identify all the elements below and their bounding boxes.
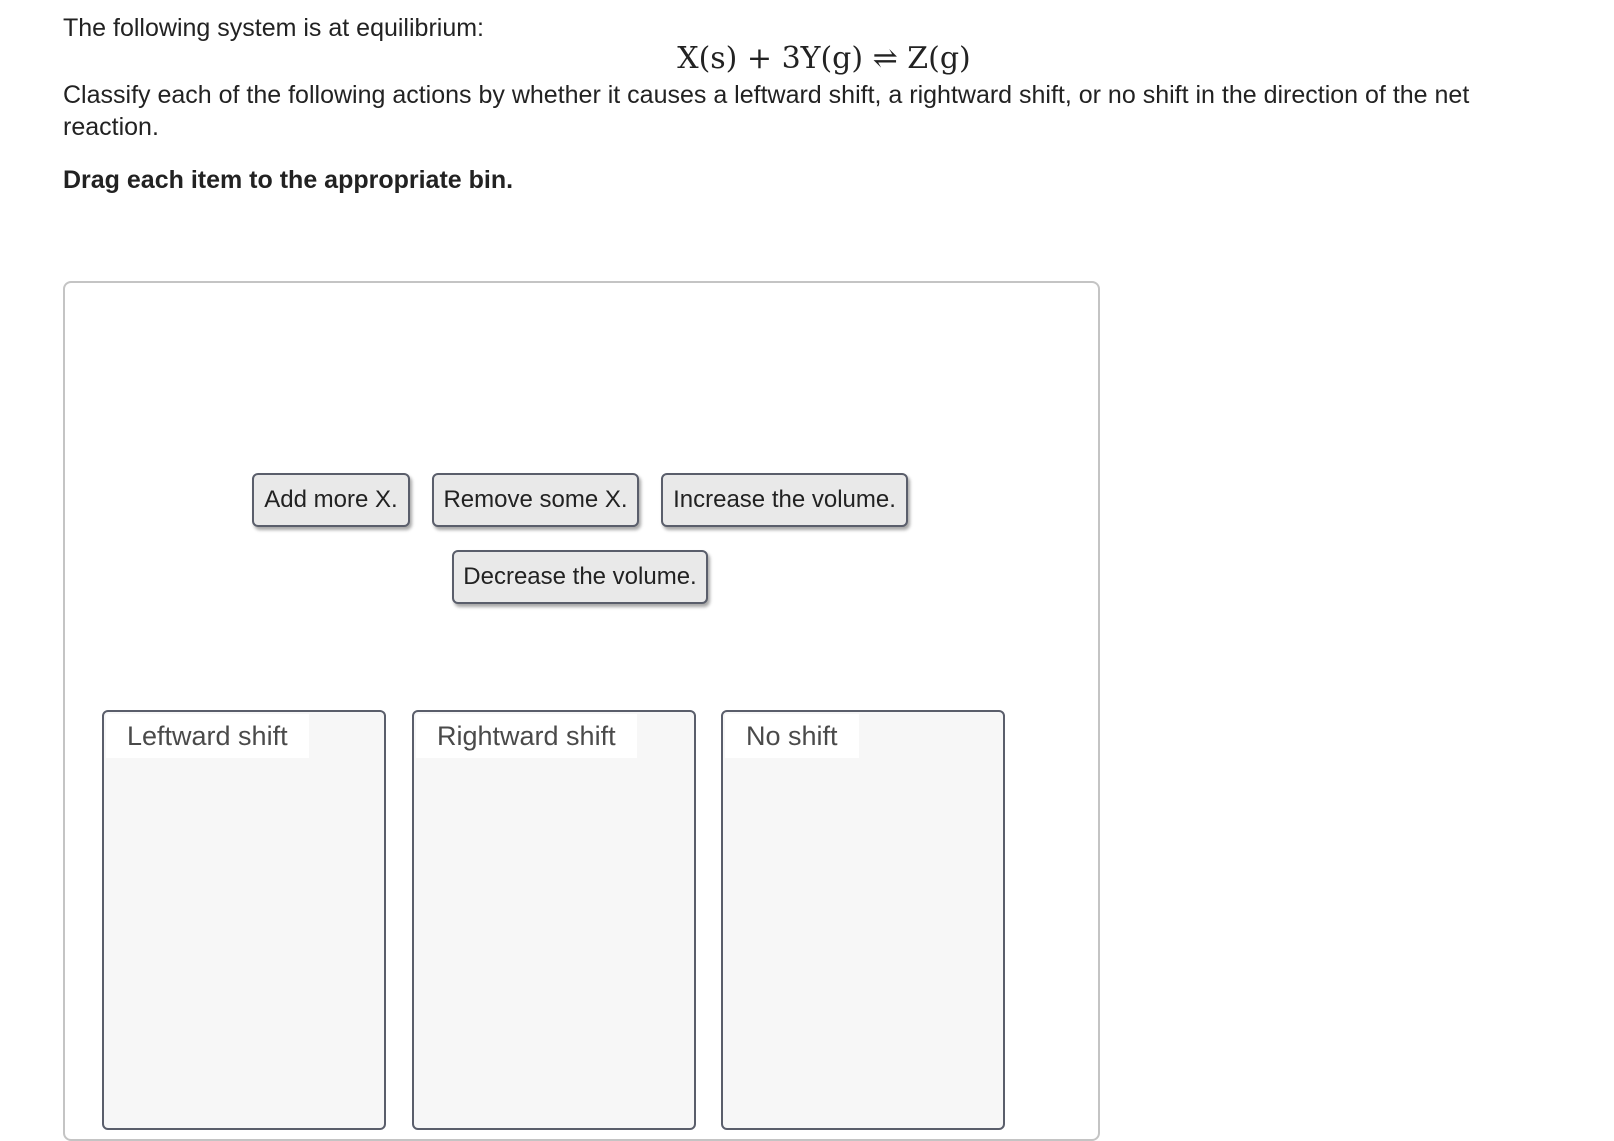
draggable-item-decrease-volume[interactable]: Decrease the volume. bbox=[452, 550, 708, 604]
equilibrium-equation: X(s) + 3Y(g) ⇌ Z(g) bbox=[677, 41, 971, 76]
classify-prompt: Classify each of the following actions by whether it causes a leftward shift, a rightward shift, or no shift in the direction of the net reaction. bbox=[63, 81, 1470, 141]
bin-no-shift[interactable] bbox=[721, 710, 1005, 1130]
bin-label-no-shift: No shift bbox=[725, 714, 859, 758]
draggable-item-increase-volume[interactable]: Increase the volume. bbox=[661, 473, 908, 527]
draggable-item-remove-some-x[interactable]: Remove some X. bbox=[432, 473, 639, 527]
bin-leftward-shift[interactable] bbox=[102, 710, 386, 1130]
draggable-item-add-more-x[interactable]: Add more X. bbox=[252, 473, 410, 527]
bin-rightward-shift[interactable] bbox=[412, 710, 696, 1130]
drag-instruction: Drag each item to the appropriate bin. bbox=[63, 166, 514, 194]
bin-label-rightward: Rightward shift bbox=[416, 714, 637, 758]
intro-text: The following system is at equilibrium: bbox=[63, 14, 484, 42]
bin-label-leftward: Leftward shift bbox=[106, 714, 309, 758]
